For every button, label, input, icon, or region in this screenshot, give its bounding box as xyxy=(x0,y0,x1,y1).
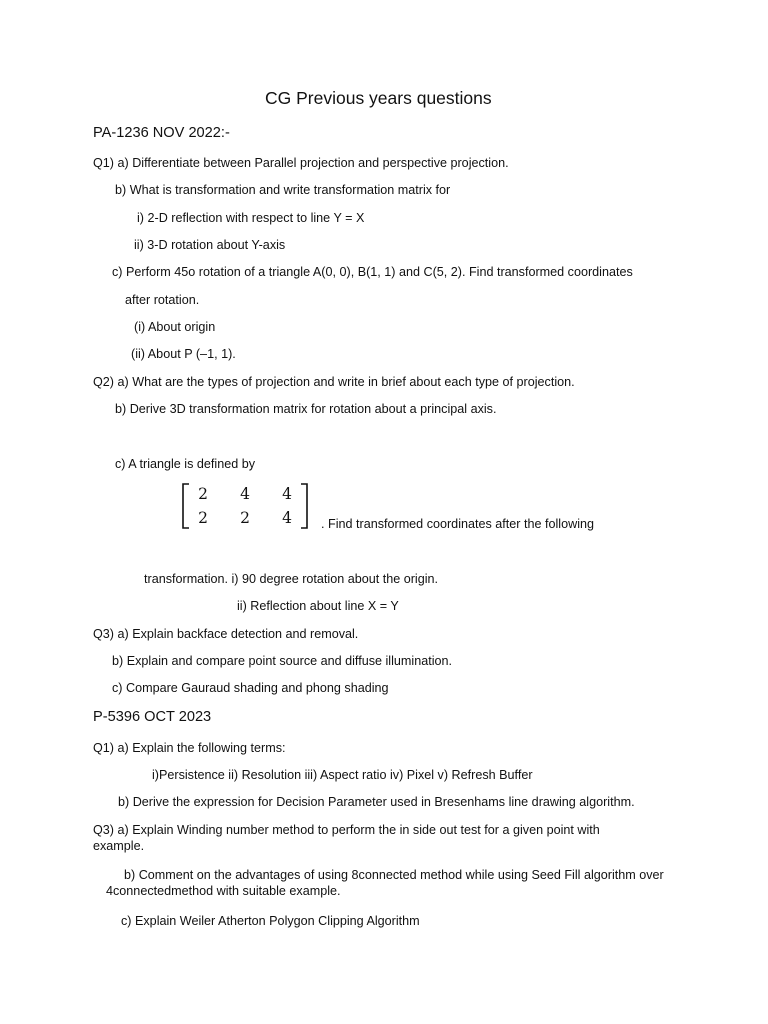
section-heading-oct-2023: P-5396 OCT 2023 xyxy=(93,709,212,725)
question-line: b) Comment on the advantages of using 8connected method while using Seed Fill algorithm over 4connectedmethod with suitable example. xyxy=(106,868,664,898)
triangle-matrix xyxy=(181,482,309,530)
question-line: (ii) About P (–1, 1). xyxy=(131,347,236,361)
question-line: transformation. i) 90 degree rotation about the origin. xyxy=(144,572,439,586)
question-line: . Find transformed coordinates after the following xyxy=(321,517,595,531)
section-heading-nov-2022: PA-1236 NOV 2022:- xyxy=(93,125,230,141)
question-line: Q3) a) Explain backface detection and removal. xyxy=(93,627,359,641)
matrix-cell: 4 xyxy=(240,485,250,503)
question-line: (i) About origin xyxy=(134,320,216,334)
question-line: Q1) a) Differentiate between Parallel projection and perspective projection. xyxy=(93,156,509,170)
question-line: c) Perform 45o rotation of a triangle A(0, 0), B(1, 1) and C(5, 2). Find transformed coordinates xyxy=(112,265,633,279)
question-line: b) What is transformation and write transformation matrix for xyxy=(115,183,451,197)
question-line: ii) 3-D rotation about Y-axis xyxy=(134,238,286,252)
matrix-cell: 4 xyxy=(282,509,292,527)
question-line: b) Derive the expression for Decision Parameter used in Bresenhams line drawing algorithm. xyxy=(118,795,635,809)
question-line: after rotation. xyxy=(125,293,200,307)
question-line: c) Explain Weiler Atherton Polygon Clipping Algorithm xyxy=(121,914,420,928)
question-line: Q2) a) What are the types of projection and write in brief about each type of projection. xyxy=(93,375,575,389)
question-line: Q3) a) Explain Winding number method to perform the in side out test for a given point with example. xyxy=(93,823,600,853)
question-line: b) Explain and compare point source and diffuse illumination. xyxy=(112,654,453,668)
document-title: CG Previous years questions xyxy=(265,88,492,108)
matrix-cell: 4 xyxy=(282,485,292,503)
matrix-cell: 2 xyxy=(240,509,250,527)
matrix-cell: 2 xyxy=(198,509,208,527)
question-line: ii) Reflection about line X = Y xyxy=(237,599,399,613)
question-line: c) Compare Gauraud shading and phong shading xyxy=(112,681,389,695)
question-line: i)Persistence ii) Resolution iii) Aspect ratio iv) Pixel v) Refresh Buffer xyxy=(152,768,533,782)
question-line: i) 2-D reflection with respect to line Y = X xyxy=(137,211,365,225)
question-line: c) A triangle is defined by xyxy=(115,457,256,471)
question-line: b) Derive 3D transformation matrix for rotation about a principal axis. xyxy=(115,402,497,416)
matrix-cell: 2 xyxy=(198,485,208,503)
question-line: Q1) a) Explain the following terms: xyxy=(93,741,286,755)
